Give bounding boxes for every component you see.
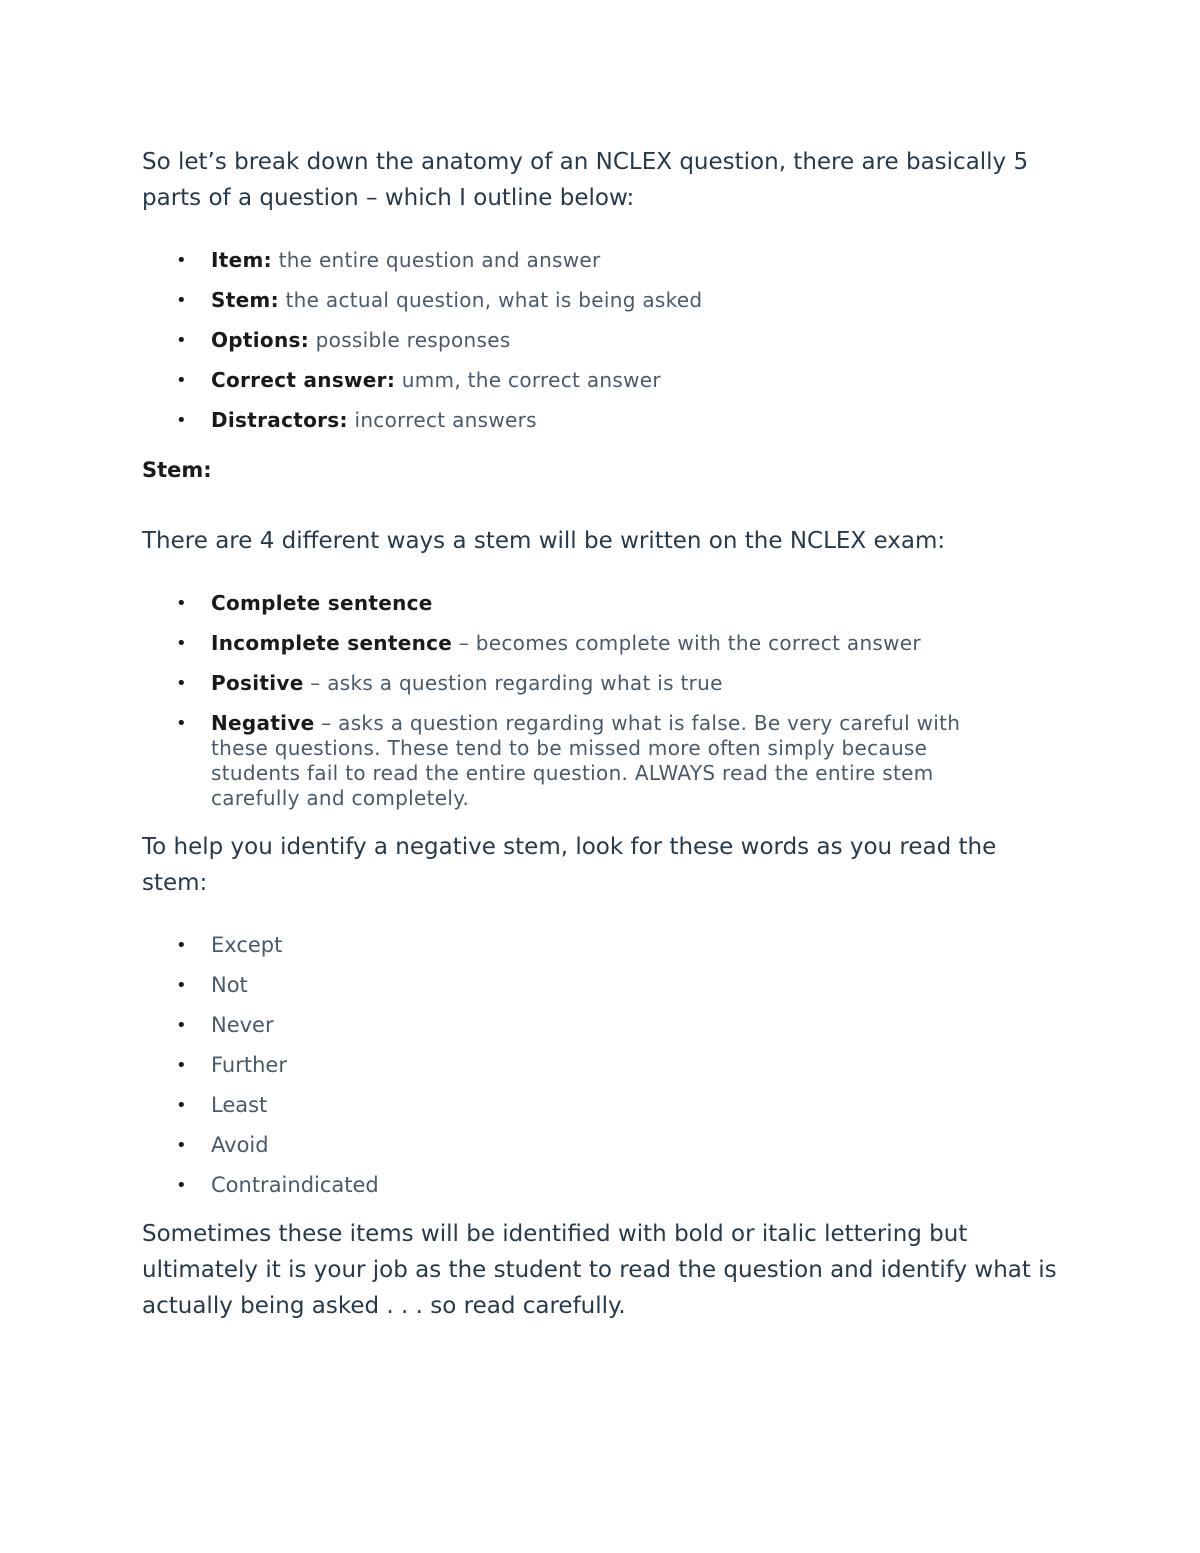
negative-word: Except (211, 933, 283, 957)
list-item-term: Positive (211, 671, 304, 695)
bullet-icon: • (176, 713, 187, 734)
list-item (142, 408, 1022, 433)
list-item (142, 1013, 1022, 1038)
bullet-icon: • (176, 935, 187, 956)
list-item-desc: – asks a question regarding what is false. Be very careful with these questions. These tend to be missed more often simply because students fail to read the entire question. ALWAYS read the entire stem carefully and completely. (211, 711, 961, 810)
list-item-desc: – asks a question regarding what is true (303, 671, 723, 695)
list-item (142, 1053, 1022, 1078)
list-item (142, 1133, 1022, 1158)
list-item (142, 368, 1022, 393)
list-item-term: Item: (211, 248, 272, 272)
list-item-desc: incorrect answers (347, 408, 537, 432)
list-item-term: Complete sentence (211, 591, 433, 615)
list-item (142, 591, 1022, 616)
list-item-desc: the entire question and answer (271, 248, 601, 272)
list-item (142, 631, 1022, 656)
list-item (142, 1173, 1022, 1198)
negative-word: Avoid (211, 1133, 269, 1157)
bullet-icon: • (176, 290, 187, 311)
bullet-icon: • (176, 1055, 187, 1076)
list-item (142, 1093, 1022, 1118)
question-parts-list (142, 248, 1022, 448)
stem-heading: Stem: (142, 458, 212, 482)
intro-paragraph: So let’s break down the anatomy of an NCLEX question, there are basically 5 parts of a question – which I outline below: (142, 149, 1029, 211)
list-item-term: Options: (211, 328, 310, 352)
bullet-icon: • (176, 1015, 187, 1036)
stem-types-list (142, 591, 1022, 826)
bullet-icon: • (176, 673, 187, 694)
list-item-desc: possible responses (309, 328, 511, 352)
negative-word: Not (211, 973, 248, 997)
negative-words-list (142, 933, 1022, 1213)
list-item (142, 248, 1022, 273)
negative-word: Further (211, 1053, 287, 1077)
bullet-icon: • (176, 1175, 187, 1196)
list-item (142, 973, 1022, 998)
list-item-term: Distractors: (211, 408, 348, 432)
list-item-desc: the actual question, what is being asked (278, 288, 703, 312)
list-item (142, 933, 1022, 958)
stem-intro-paragraph: There are 4 different ways a stem will be written on the NCLEX exam: (142, 528, 946, 554)
list-item (142, 328, 1022, 353)
list-item-desc: – becomes complete with the correct answer (452, 631, 921, 655)
bullet-icon: • (176, 410, 187, 431)
list-item (142, 711, 1022, 811)
bullet-icon: • (176, 593, 187, 614)
bullet-icon: • (176, 330, 187, 351)
list-item-term: Stem: (211, 288, 279, 312)
list-item-term: Incomplete sentence (211, 631, 453, 655)
list-item (142, 671, 1022, 696)
list-item-desc: umm, the correct answer (395, 368, 661, 392)
list-item (142, 288, 1022, 313)
list-item-term: Negative (211, 711, 315, 735)
bullet-icon: • (176, 1135, 187, 1156)
bullet-icon: • (176, 975, 187, 996)
bullet-icon: • (176, 370, 187, 391)
closing-paragraph: Sometimes these items will be identified with bold or italic lettering but ultimately it is your job as the student to read the question and identify what is actually being asked . . . so read carefully. (142, 1221, 1057, 1319)
list-item-term: Correct answer: (211, 368, 396, 392)
bullet-icon: • (176, 1095, 187, 1116)
negative-word: Contraindicated (211, 1173, 379, 1197)
negative-word: Never (211, 1013, 274, 1037)
negative-stem-intro-paragraph: To help you identify a negative stem, look for these words as you read the stem: (142, 834, 997, 896)
bullet-icon: • (176, 633, 187, 654)
bullet-icon: • (176, 250, 187, 271)
negative-word: Least (211, 1093, 268, 1117)
